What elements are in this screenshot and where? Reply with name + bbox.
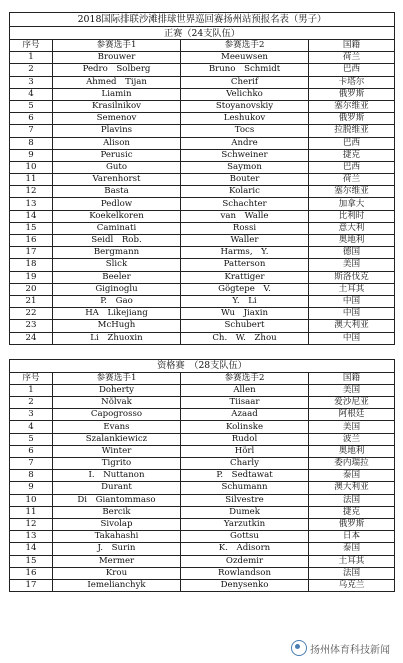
cell-player1: I. Nuttanon [53, 470, 181, 482]
cell-no: 7 [10, 125, 53, 137]
cell-nationality: 美国 [309, 259, 395, 271]
cell-player2: Bouter [181, 174, 309, 186]
cell-no: 6 [10, 113, 53, 125]
cell-no: 13 [10, 198, 53, 210]
cell-player2: Schweiner [181, 149, 309, 161]
registration-table [9, 12, 395, 592]
cell-player2: Leshukov [181, 113, 309, 125]
cell-player2: Gögtepe V. [181, 283, 309, 295]
cell-player1: McHugh [53, 320, 181, 332]
cell-player1: Capogrosso [53, 409, 181, 421]
cell-player1: Alison [53, 137, 181, 149]
cell-no: 5 [10, 100, 53, 112]
table-row [10, 283, 395, 295]
cell-no: 11 [10, 174, 53, 186]
column-header-no: 序号 [10, 40, 53, 52]
cell-player1: Krasilnikov [53, 100, 181, 112]
cell-player1: Durant [53, 482, 181, 494]
cell-player2: Allen [181, 384, 309, 396]
table-row [10, 445, 395, 457]
table-row [10, 174, 395, 186]
cell-nationality: 乌克兰 [309, 579, 395, 591]
table-row [10, 320, 395, 332]
cell-player2: Y. Li [181, 295, 309, 307]
cell-no: 4 [10, 421, 53, 433]
cell-player1: Basta [53, 186, 181, 198]
cell-nationality: 日本 [309, 531, 395, 543]
column-header-player1: 参赛选手1 [53, 372, 181, 384]
cell-no: 13 [10, 531, 53, 543]
cell-player1: Sivolap [53, 518, 181, 530]
cell-nationality: 捷克 [309, 506, 395, 518]
cell-nationality: 俄罗斯 [309, 113, 395, 125]
cell-nationality: 拉脱维亚 [309, 125, 395, 137]
cell-no: 8 [10, 470, 53, 482]
table-row [10, 235, 395, 247]
cell-nationality: 加拿大 [309, 198, 395, 210]
cell-nationality: 奥地利 [309, 235, 395, 247]
cell-nationality: 意大利 [309, 222, 395, 234]
cell-nationality: 中国 [309, 295, 395, 307]
cell-nationality: 美国 [309, 384, 395, 396]
cell-nationality: 法国 [309, 567, 395, 579]
cell-no: 17 [10, 247, 53, 259]
cell-nationality: 巴西 [309, 137, 395, 149]
cell-player1: Beeler [53, 271, 181, 283]
table-row [10, 518, 395, 530]
table-row [10, 555, 395, 567]
table-row [10, 421, 395, 433]
table-row [10, 543, 395, 555]
cell-no: 7 [10, 458, 53, 470]
cell-nationality: 斯洛伐克 [309, 271, 395, 283]
cell-player1: Guto [53, 161, 181, 173]
table-row [10, 100, 395, 112]
cell-player2: Hörl [181, 445, 309, 457]
cell-player1: Ahmed Tijan [53, 76, 181, 88]
table-row [10, 210, 395, 222]
cell-nationality: 阿根廷 [309, 409, 395, 421]
table-row [10, 506, 395, 518]
table-row [10, 113, 395, 125]
table-row [10, 125, 395, 137]
cell-player1: P. Gao [53, 295, 181, 307]
cell-no: 8 [10, 137, 53, 149]
cell-no: 12 [10, 186, 53, 198]
table-row [10, 482, 395, 494]
cell-player2: Denysenko [181, 579, 309, 591]
cell-player1: Mermer [53, 555, 181, 567]
cell-player2: Rossi [181, 222, 309, 234]
cell-player2: Velichko [181, 88, 309, 100]
cell-player1: Winter [53, 445, 181, 457]
cell-player2: Stoyanovskiy [181, 100, 309, 112]
table-row [10, 494, 395, 506]
cell-player1: Pedro Solberg [53, 64, 181, 76]
table-row [10, 295, 395, 307]
table-row [10, 308, 395, 320]
table-row [10, 222, 395, 234]
cell-player2: Bruno Schmidt [181, 64, 309, 76]
cell-player1: Li Zhuoxin [53, 332, 181, 344]
cell-player1: Bercik [53, 506, 181, 518]
cell-no: 2 [10, 64, 53, 76]
table-row [10, 76, 395, 88]
cell-nationality: 美国 [309, 421, 395, 433]
cell-player1: Nõlvak [53, 397, 181, 409]
cell-player1: Varenhorst [53, 174, 181, 186]
cell-player1: Takahashi [53, 531, 181, 543]
cell-player1: Bergmann [53, 247, 181, 259]
cell-player1: Giginoglu [53, 283, 181, 295]
cell-nationality: 泰国 [309, 543, 395, 555]
watermark-text: 扬州体育科技新闻 [310, 644, 390, 656]
table-row [10, 433, 395, 445]
cell-player1: Semenov [53, 113, 181, 125]
cell-no: 11 [10, 506, 53, 518]
qualification-header-row [10, 372, 395, 384]
cell-no: 10 [10, 161, 53, 173]
cell-player2: Schubert [181, 320, 309, 332]
cell-nationality: 俄罗斯 [309, 518, 395, 530]
cell-player1: Krou [53, 567, 181, 579]
table-row [10, 88, 395, 100]
cell-player2: Ch. W. Zhou [181, 332, 309, 344]
cell-nationality: 泰国 [309, 470, 395, 482]
registration-sheet [9, 12, 394, 592]
cell-player2: Harms, Y. [181, 247, 309, 259]
table-row [10, 332, 395, 344]
table-row [10, 149, 395, 161]
cell-player1: Koekelkoren [53, 210, 181, 222]
cell-player2: Schumann [181, 482, 309, 494]
cell-nationality: 土耳其 [309, 283, 395, 295]
cell-player1: HA Likejiang [53, 308, 181, 320]
cell-no: 14 [10, 210, 53, 222]
cell-no: 6 [10, 445, 53, 457]
cell-player2: Dumek [181, 506, 309, 518]
cell-player2: P. Sedtawat [181, 470, 309, 482]
cell-nationality: 比利时 [309, 210, 395, 222]
cell-nationality: 荷兰 [309, 174, 395, 186]
cell-nationality: 波兰 [309, 433, 395, 445]
table-row [10, 198, 395, 210]
table-row [10, 161, 395, 173]
cell-no: 9 [10, 149, 53, 161]
wechat-logo-icon [291, 640, 307, 656]
cell-no: 10 [10, 494, 53, 506]
cell-no: 23 [10, 320, 53, 332]
table-row [10, 531, 395, 543]
page-title: 2018国际排联沙滩排球世界巡回赛扬州站预报名表（男子） [10, 13, 395, 27]
cell-player1: Tigrito [53, 458, 181, 470]
cell-player2: Yarzutkin [181, 518, 309, 530]
cell-no: 24 [10, 332, 53, 344]
cell-player1: J. Surin [53, 543, 181, 555]
cell-no: 5 [10, 433, 53, 445]
cell-player1: Doherty [53, 384, 181, 396]
table-row [10, 186, 395, 198]
cell-player1: Pedlow [53, 198, 181, 210]
cell-nationality: 捷克 [309, 149, 395, 161]
cell-player2: Patterson [181, 259, 309, 271]
main-draw-header-row [10, 40, 395, 52]
cell-nationality: 爱沙尼亚 [309, 397, 395, 409]
cell-nationality: 委内瑞拉 [309, 458, 395, 470]
cell-player2: Waller [181, 235, 309, 247]
cell-player2: Tocs [181, 125, 309, 137]
cell-player2: Rudol [181, 433, 309, 445]
cell-no: 21 [10, 295, 53, 307]
column-header-player1: 参赛选手1 [53, 40, 181, 52]
cell-player2: Gottsu [181, 531, 309, 543]
cell-player2: Schachter [181, 198, 309, 210]
cell-nationality: 巴西 [309, 64, 395, 76]
qualification-section [10, 359, 395, 591]
cell-nationality: 巴西 [309, 161, 395, 173]
cell-nationality: 土耳其 [309, 555, 395, 567]
column-header-nationality: 国籍 [309, 40, 395, 52]
cell-nationality: 中国 [309, 332, 395, 344]
cell-no: 4 [10, 88, 53, 100]
cell-no: 3 [10, 76, 53, 88]
cell-no: 16 [10, 567, 53, 579]
cell-nationality: 法国 [309, 494, 395, 506]
main-draw-section [10, 27, 395, 345]
column-header-nationality: 国籍 [309, 372, 395, 384]
cell-no: 20 [10, 283, 53, 295]
cell-no: 3 [10, 409, 53, 421]
table-row [10, 137, 395, 149]
cell-player2: Kolaric [181, 186, 309, 198]
cell-player1: Plavins [53, 125, 181, 137]
cell-nationality: 俄罗斯 [309, 88, 395, 100]
column-header-no: 序号 [10, 372, 53, 384]
cell-player2: Rowlandson [181, 567, 309, 579]
cell-player2: Silvestre [181, 494, 309, 506]
cell-nationality: 中国 [309, 308, 395, 320]
cell-no: 1 [10, 52, 53, 64]
cell-no: 15 [10, 222, 53, 234]
cell-player1: Di Giantommaso [53, 494, 181, 506]
main-draw-heading: 正赛（24支队伍） [10, 27, 395, 40]
cell-player2: Krattiger [181, 271, 309, 283]
table-row [10, 259, 395, 271]
cell-player2: Tiisaar [181, 397, 309, 409]
table-row [10, 271, 395, 283]
cell-player2: Saymon [181, 161, 309, 173]
cell-player1: Liamin [53, 88, 181, 100]
gap-cell [10, 344, 395, 359]
cell-player2: Azaad [181, 409, 309, 421]
table-row [10, 247, 395, 259]
section-gap [10, 344, 395, 359]
cell-player2: K. Adisorn [181, 543, 309, 555]
table-row [10, 397, 395, 409]
cell-no: 17 [10, 579, 53, 591]
cell-player1: Slick [53, 259, 181, 271]
cell-no: 1 [10, 384, 53, 396]
table-row [10, 458, 395, 470]
table-row [10, 64, 395, 76]
cell-player1: Brouwer [53, 52, 181, 64]
cell-player1: Evans [53, 421, 181, 433]
cell-no: 22 [10, 308, 53, 320]
table-row [10, 470, 395, 482]
cell-nationality: 奥地利 [309, 445, 395, 457]
cell-player2: Wu Jiaxin [181, 308, 309, 320]
cell-player1: Seidl Rob. [53, 235, 181, 247]
cell-no: 14 [10, 543, 53, 555]
cell-no: 19 [10, 271, 53, 283]
cell-player2: Andre [181, 137, 309, 149]
cell-no: 16 [10, 235, 53, 247]
table-row [10, 567, 395, 579]
cell-no: 2 [10, 397, 53, 409]
table-row [10, 579, 395, 591]
watermark [288, 639, 393, 657]
cell-player1: Caminati [53, 222, 181, 234]
column-header-player2: 参赛选手2 [181, 40, 309, 52]
cell-no: 9 [10, 482, 53, 494]
cell-player2: Charly [181, 458, 309, 470]
table-row [10, 409, 395, 421]
cell-nationality: 澳大利亚 [309, 320, 395, 332]
cell-player2: Meeuwsen [181, 52, 309, 64]
cell-nationality: 德国 [309, 247, 395, 259]
qualification-heading: 资格赛 （28支队伍） [10, 359, 395, 372]
table-row [10, 52, 395, 64]
cell-player1: Iemelianchyk [53, 579, 181, 591]
cell-player1: Perusic [53, 149, 181, 161]
cell-nationality: 澳大利亚 [309, 482, 395, 494]
cell-nationality: 卡塔尔 [309, 76, 395, 88]
cell-player2: Cherif [181, 76, 309, 88]
cell-player2: van Walle [181, 210, 309, 222]
cell-player2: Ozdemir [181, 555, 309, 567]
cell-no: 18 [10, 259, 53, 271]
cell-no: 15 [10, 555, 53, 567]
table-row [10, 384, 395, 396]
cell-player1: Szalankiewicz [53, 433, 181, 445]
cell-no: 12 [10, 518, 53, 530]
cell-nationality: 塞尔维亚 [309, 100, 395, 112]
column-header-player2: 参赛选手2 [181, 372, 309, 384]
cell-player2: Kolinske [181, 421, 309, 433]
cell-nationality: 荷兰 [309, 52, 395, 64]
cell-nationality: 塞尔维亚 [309, 186, 395, 198]
